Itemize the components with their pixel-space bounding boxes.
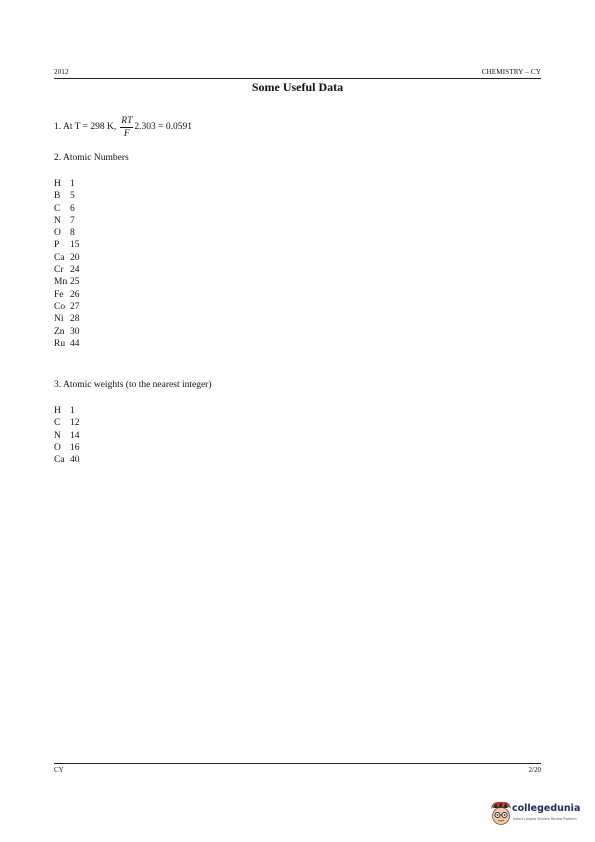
mascot-icon: [488, 799, 514, 829]
element-value: 44: [70, 338, 80, 349]
element-symbol: N: [54, 430, 61, 441]
element-symbol: Ca: [54, 455, 65, 466]
logo-wordmark: collegedunia: [512, 803, 581, 814]
list-item: [54, 326, 80, 338]
fraction-denominator: F: [123, 128, 130, 139]
element-symbol: P: [54, 240, 60, 251]
atomic-weights-heading: 3. Atomic weights (to the nearest integer): [54, 380, 212, 390]
footer-divider: [54, 763, 541, 764]
element-value: 1: [70, 406, 75, 416]
list-item: [54, 301, 80, 313]
element-symbol: B: [54, 191, 61, 202]
element-symbol: H: [54, 179, 61, 189]
element-symbol: N: [54, 215, 61, 226]
logo-tagline: India's Largest Student Review Platform: [513, 817, 577, 821]
list-item: [54, 442, 80, 454]
element-value: 6: [70, 203, 75, 214]
item-1-prefix: 1. At T = 298 K,: [54, 122, 117, 132]
header-year: 2012: [54, 68, 69, 76]
item-1-equation: [54, 112, 192, 142]
element-symbol: H: [54, 406, 61, 416]
element-value: 30: [70, 326, 80, 337]
element-value: 1: [70, 179, 75, 189]
footer-paper-code: CY: [54, 766, 64, 774]
list-item: [54, 227, 80, 239]
list-item: [54, 178, 80, 190]
list-item: [54, 405, 80, 417]
element-symbol: Co: [54, 301, 66, 312]
list-item: [54, 252, 80, 264]
list-item: [54, 239, 80, 251]
list-item: [54, 313, 80, 325]
element-symbol: Ru: [54, 338, 66, 349]
page-title: Some Useful Data: [251, 80, 344, 94]
element-symbol: C: [54, 418, 61, 429]
list-item: [54, 338, 80, 350]
list-item: [54, 289, 80, 301]
element-value: 5: [70, 191, 75, 202]
atomic-numbers-heading: 2. Atomic Numbers: [54, 153, 129, 163]
list-item: [54, 454, 80, 466]
collegedunia-logo[interactable]: [488, 798, 581, 832]
element-value: 20: [70, 252, 80, 263]
element-symbol: Fe: [54, 289, 64, 300]
item-1-suffix: 2.303 = 0.0591: [134, 122, 192, 132]
atomic-weights-list: [54, 405, 80, 466]
header-subject: CHEMISTRY – CY: [481, 68, 541, 76]
element-value: 24: [70, 265, 80, 276]
atomic-numbers-list: [54, 178, 80, 350]
header-divider: [54, 78, 541, 79]
element-value: 14: [70, 430, 80, 441]
element-value: 26: [70, 289, 80, 300]
element-value: 8: [70, 228, 75, 239]
element-symbol: Cr: [54, 265, 64, 276]
element-value: 12: [70, 418, 80, 429]
element-value: 7: [70, 215, 75, 226]
element-value: 25: [70, 277, 80, 288]
element-value: 28: [70, 314, 80, 325]
list-item: [54, 190, 80, 202]
list-item: [54, 215, 80, 227]
element-symbol: O: [54, 228, 61, 239]
element-symbol: Ca: [54, 252, 65, 263]
element-symbol: O: [54, 442, 61, 453]
list-item: [54, 276, 80, 288]
list-item: [54, 430, 80, 442]
element-symbol: Zn: [54, 326, 65, 337]
footer-page-number: 2/20: [528, 766, 541, 774]
element-value: 40: [70, 455, 80, 466]
element-symbol: Mn: [54, 277, 68, 288]
list-item: [54, 264, 80, 276]
element-symbol: C: [54, 203, 61, 214]
element-value: 15: [70, 240, 80, 251]
fraction: [120, 116, 133, 139]
element-symbol: Ni: [54, 314, 64, 325]
list-item: [54, 417, 80, 429]
element-value: 16: [70, 442, 80, 453]
list-item: [54, 203, 80, 215]
fraction-numerator: RT: [121, 115, 133, 126]
element-value: 27: [70, 301, 80, 312]
